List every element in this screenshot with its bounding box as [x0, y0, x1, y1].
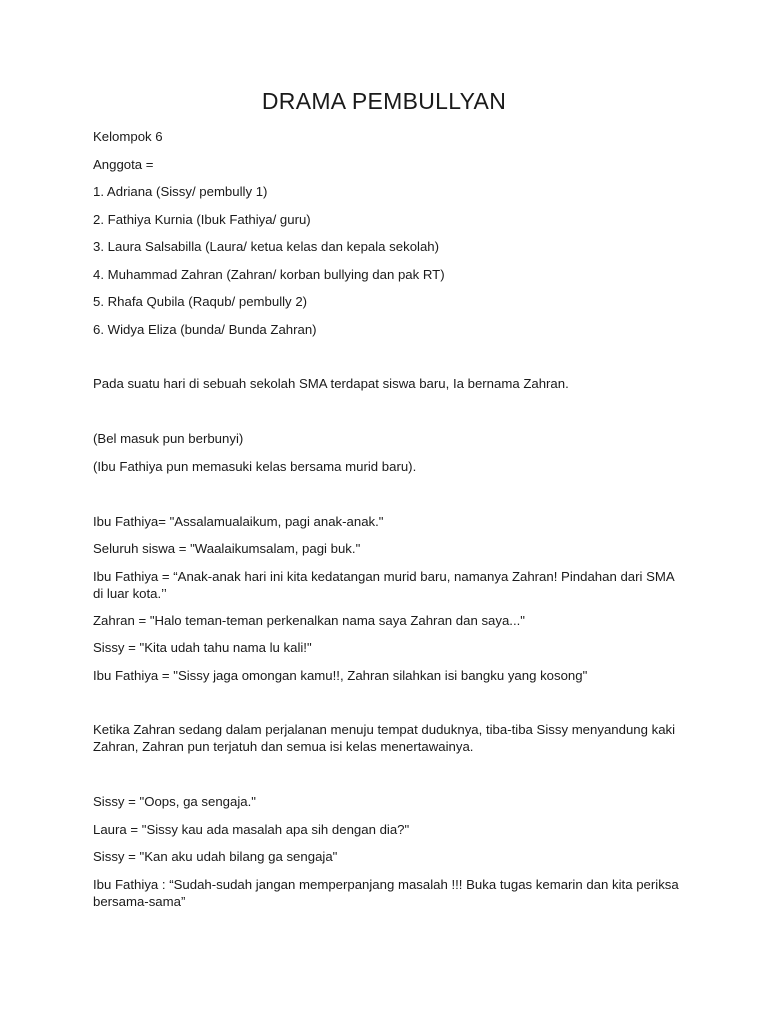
dialogue-line: Sissy = "Kita udah tahu nama lu kali!" [93, 640, 312, 655]
narration-paragraph: Pada suatu hari di sebuah sekolah SMA terdapat siswa baru, Ia bernama Zahran. [93, 376, 569, 391]
dialogue-line: Laura = "Sissy kau ada masalah apa sih dengan dia?" [93, 822, 410, 837]
member-item-2: 2. Fathiya Kurnia (Ibuk Fathiya/ guru) [93, 212, 311, 227]
dialogue-line: Zahran = "Halo teman-teman perkenalkan nama saya Zahran dan saya..." [93, 613, 525, 628]
dialogue-line: Ibu Fathiya : “Sudah-sudah jangan memperpanjang masalah !!! Buka tugas kemarin dan kita periksa bersama-sama” [93, 877, 679, 909]
member-item-1: 1. Adriana (Sissy/ pembully 1) [93, 184, 268, 199]
dialogue-line: Seluruh siswa = "Waalaikumsalam, pagi buk." [93, 541, 361, 556]
member-item-4: 4. Muhammad Zahran (Zahran/ korban bullying dan pak RT) [93, 267, 445, 282]
stage-direction: (Bel masuk pun berbunyi) [93, 431, 244, 446]
group-label: Kelompok 6 [93, 129, 163, 144]
member-item-5: 5. Rhafa Qubila (Raqub/ pembully 2) [93, 294, 308, 309]
member-item-6: 6. Widya Eliza (bunda/ Bunda Zahran) [93, 322, 317, 337]
narration-paragraph: Ketika Zahran sedang dalam perjalanan menuju tempat duduknya, tiba-tiba Sissy menyandung kaki Zahran, Zahran pun terjatuh dan semua isi kelas menertawainya. [93, 722, 676, 754]
dialogue-line: Ibu Fathiya= "Assalamualaikum, pagi anak-anak." [93, 514, 384, 529]
members-label: Anggota = [93, 157, 154, 172]
member-item-3: 3. Laura Salsabilla (Laura/ ketua kelas dan kepala sekolah) [93, 239, 440, 254]
document-title: DRAMA PEMBULLYAN [261, 88, 507, 114]
dialogue-line: Sissy = "Kan aku udah bilang ga sengaja" [93, 849, 338, 864]
dialogue-line: Ibu Fathiya = “Anak-anak hari ini kita kedatangan murid baru, namanya Zahran! Pindahan dari SMA di luar kota.’’ [93, 569, 674, 601]
stage-direction: (Ibu Fathiya pun memasuki kelas bersama murid baru). [93, 459, 417, 474]
dialogue-line: Sissy = "Oops, ga sengaja." [93, 794, 256, 809]
dialogue-line: Ibu Fathiya = "Sissy jaga omongan kamu!!, Zahran silahkan isi bangku yang kosong" [93, 668, 588, 683]
